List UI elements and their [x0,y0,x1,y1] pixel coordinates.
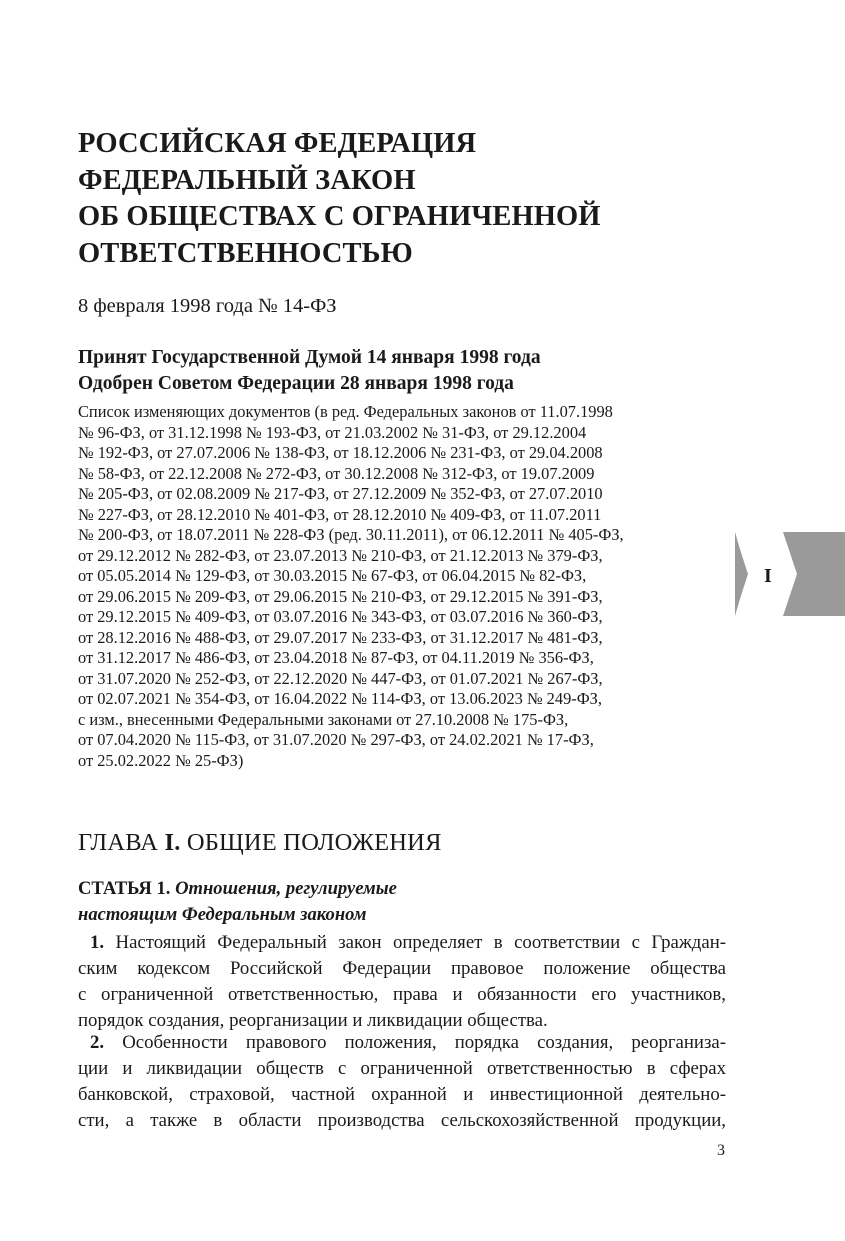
tab-left-chevron-icon [735,534,748,614]
amendments-line: № 200-ФЗ, от 18.07.2011 № 228-ФЗ (ред. 30.11.2011), от 06.12.2011 № 405-ФЗ, [78,525,624,544]
amendments-line: № 205-ФЗ, от 02.08.2009 № 217-ФЗ, от 27.12.2009 № 352-ФЗ, от 27.07.2010 [78,484,603,503]
amendments-line: от 29.06.2015 № 209-ФЗ, от 29.06.2015 № 210-ФЗ, от 29.12.2015 № 391-ФЗ, [78,586,603,606]
amendments-list [78,402,718,771]
article-number: СТАТЬЯ 1. [78,878,171,899]
article-title-2: настоящим Федеральным законом [78,904,367,925]
paragraph-line: банковской, страховой, частной охранной и инвестиционной деятельно- [78,1084,726,1105]
amendments-line: от 31.07.2020 № 252-ФЗ, от 22.12.2020 № 447-ФЗ, от 01.07.2021 № 267-ФЗ, [78,668,603,688]
article-heading-line-1 [78,876,397,902]
title-country: РОССИЙСКАЯ ФЕДЕРАЦИЯ [78,128,477,159]
approved-by-council: Одобрен Советом Федерации 28 января 1998 года [78,373,514,394]
chapter-heading [78,829,442,857]
chapter-prefix: ГЛАВА [78,829,165,856]
amendments-line: от 31.12.2017 № 486-ФЗ, от 23.04.2018 № 87-ФЗ, от 04.11.2019 № 356-ФЗ, [78,648,594,667]
paragraph-text: Особенности правового положения, порядка создания, реорганиза- [104,1032,726,1053]
amendments-line: с изм., внесенными Федеральными законами от 27.10.2008 № 175-ФЗ, [78,709,569,729]
paragraph-line: сти, а также в области производства сельскохозяйственной продукции, [78,1110,726,1131]
amendments-line: № 227-ФЗ, от 28.12.2010 № 401-ФЗ, от 28.12.2010 № 409-ФЗ, от 11.07.2011 [78,504,602,524]
section-tab-shape [735,532,845,616]
chapter-title: ОБЩИЕ ПОЛОЖЕНИЯ [180,829,442,856]
amendments-line: Список изменяющих документов (в ред. Федеральных законов от 11.07.1998 [78,402,613,421]
law-date: 8 февраля 1998 года № 14-ФЗ [78,295,337,317]
page-number: 3 [717,1142,725,1159]
paragraph-2 [78,1030,726,1134]
paragraph-line: порядок создания, реорганизации и ликвидации общества. [78,1010,548,1031]
amendments-line: от 28.12.2016 № 488-ФЗ, от 29.07.2017 № 233-ФЗ, от 31.12.2017 № 481-ФЗ, [78,627,603,647]
amendments-line: № 96-ФЗ, от 31.12.1998 № 193-ФЗ, от 21.03.2002 № 31-ФЗ, от 29.12.2004 [78,422,587,442]
paragraph-line: ским кодексом Российской Федерации правовое положение общества [78,958,726,979]
tab-body-shape [783,532,845,616]
amendments-line: от 29.12.2015 № 409-ФЗ, от 03.07.2016 № 343-ФЗ, от 03.07.2016 № 360-ФЗ, [78,607,603,626]
amendments-line: № 58-ФЗ, от 22.12.2008 № 272-ФЗ, от 30.12.2008 № 312-ФЗ, от 19.07.2009 [78,463,595,483]
amendments-line: от 29.12.2012 № 282-ФЗ, от 23.07.2013 № 210-ФЗ, от 21.12.2013 № 379-ФЗ, [78,545,603,565]
amendments-line: от 05.05.2014 № 129-ФЗ, от 30.03.2015 № 67-ФЗ, от 06.04.2015 № 82-ФЗ, [78,566,587,585]
chapter-number: I. [164,829,181,856]
title-law-name-2: ОТВЕТСТВЕННОСТЬЮ [78,237,413,269]
paragraph-line [78,1030,726,1056]
paragraph-text: Настоящий Федеральный закон определяет в соответствии с Граждан- [104,932,726,953]
article-title-1: Отношения, регулируемые [175,878,397,899]
paragraph-number: 1. [90,932,105,953]
amendments-line: от 07.04.2020 № 115-ФЗ, от 31.07.2020 № 297-ФЗ, от 24.02.2021 № 17-ФЗ, [78,730,594,749]
adoption-info [78,345,541,397]
amendments-line: от 02.07.2021 № 354-ФЗ, от 16.04.2022 № 114-ФЗ, от 13.06.2023 № 249-ФЗ, [78,689,602,708]
amendments-line: № 192-ФЗ, от 27.07.2006 № 138-ФЗ, от 18.12.2006 № 231-ФЗ, от 29.04.2008 [78,443,603,462]
article-heading [78,876,397,928]
title-law-type: ФЕДЕРАЛЬНЫЙ ЗАКОН [78,164,416,196]
paragraph-line [78,930,726,956]
section-tab [735,532,845,616]
paragraph-1 [78,930,726,1034]
adopted-by-duma: Принят Государственной Думой 14 января 1998 года [78,347,541,368]
document-title [78,126,718,272]
section-tab-label: I [764,565,772,587]
amendments-line: от 25.02.2022 № 25-ФЗ) [78,750,244,770]
paragraph-line: с ограниченной ответственностью, права и обязанности его участников, [78,984,726,1005]
paragraph-number: 2. [90,1032,105,1053]
title-law-name-1: ОБ ОБЩЕСТВАХ С ОГРАНИЧЕННОЙ [78,201,601,232]
paragraph-line: ции и ликвидации обществ с ограниченной ответственностью в сферах [78,1058,726,1079]
